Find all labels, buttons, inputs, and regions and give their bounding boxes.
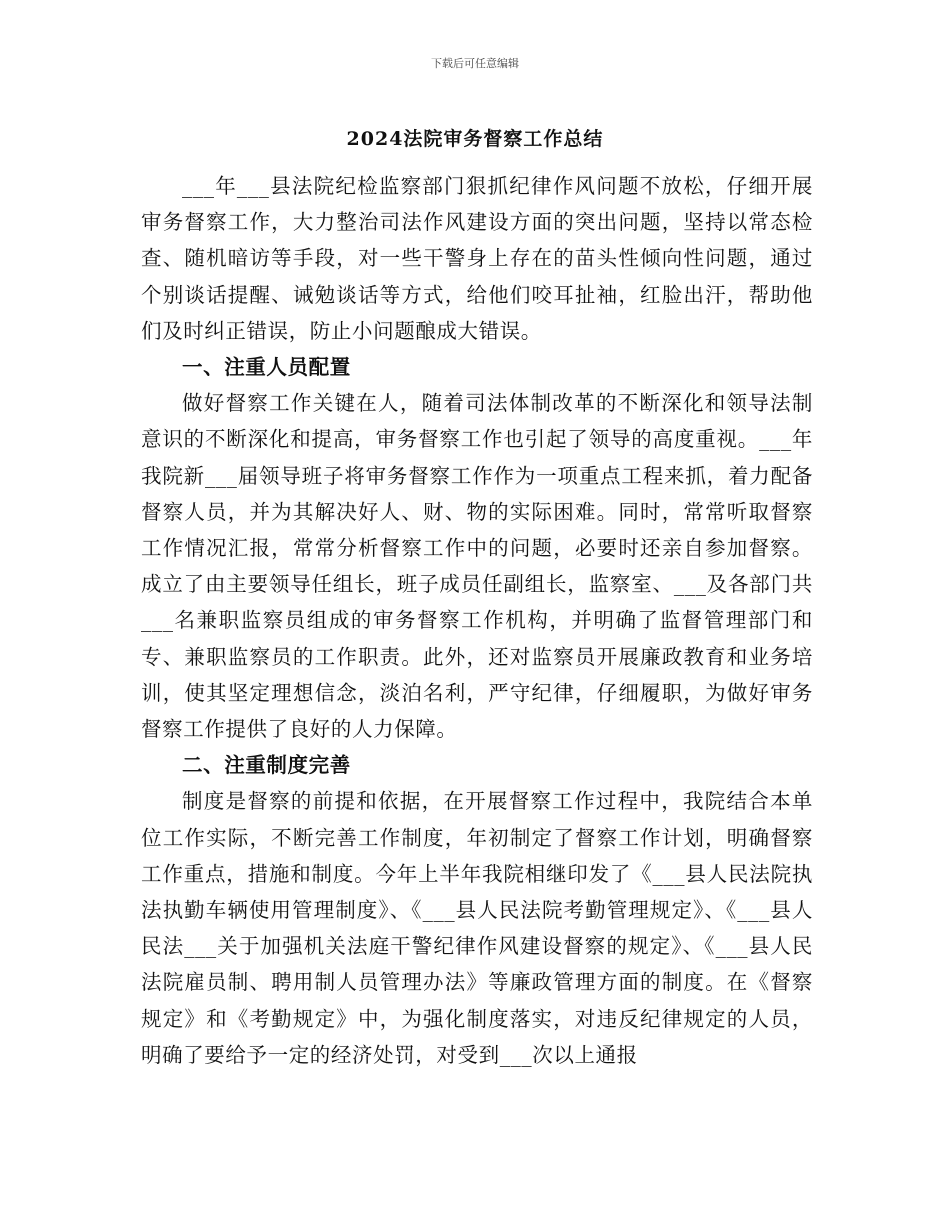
intro-paragraph: ___年___县法院纪检监察部门狠抓纪律作风问题不放松，仔细开展审务督察工作，大力整治司法作风建设方面的突出问题，坚持以常态检查、随机暗访等手段，对一些干警身上存在的苗头性倾向性问题，通过个别谈话提醒、诫勉谈话等方式，给他们咬耳扯袖，红脸出汗，帮助他们及时纠正错误，防止小问题酿成大错误。: [141, 174, 813, 343]
document-title: 2024法院审务督察工作总结: [346, 128, 604, 150]
section-2-heading: 二、注重制度完善: [182, 753, 351, 778]
document-body: [141, 168, 813, 1073]
section-1-heading: 一、注重人员配置: [182, 355, 351, 380]
header-note: 下载后可任意编辑: [431, 57, 519, 70]
section-1-paragraph: 做好督察工作关键在人，随着司法体制改革的不断深化和领导法制意识的不断深化和提高，审务督察工作也引起了领导的高度重视。___年我院新___届领导班子将审务督察工作作为一项重点工程来抓，着力配备督察人员，并为其解决好人、财、物的实际困难。同时，常常听取督察工作情况汇报，常常分析督察工作中的问题，必要时还亲自参加督察。成立了由主要领导任组长，班子成员任副组长，监察室、___及各部门共___名兼职监察员组成的审务督察工作机构，并明确了监督管理部门和专、兼职监察员的工作职责。此外，还对监察员开展廉政教育和业务培训，使其坚定理想信念，淡泊名利，严守纪律，仔细履职，为做好审务督察工作提供了良好的人力保障。: [141, 391, 813, 742]
section-2-paragraph: 制度是督察的前提和依据，在开展督察工作过程中，我院结合本单位工作实际，不断完善工作制度，年初制定了督察工作计划，明确督察工作重点，措施和制度。今年上半年我院相继印发了《___县人民法院执法执勤车辆使用管理制度》、《___县人民法院考勤管理规定》、《___县人民法___关于加强机关法庭干警纪律作风建设督察的规定》、《___县人民法院雇员制、聘用制人员管理办法》等廉政管理方面的制度。在《督察规定》和《考勤规定》中，为强化制度落实，对违反纪律规定的人员，明确了要给予一定的经济处罚，对受到___次以上通报: [141, 789, 813, 1067]
